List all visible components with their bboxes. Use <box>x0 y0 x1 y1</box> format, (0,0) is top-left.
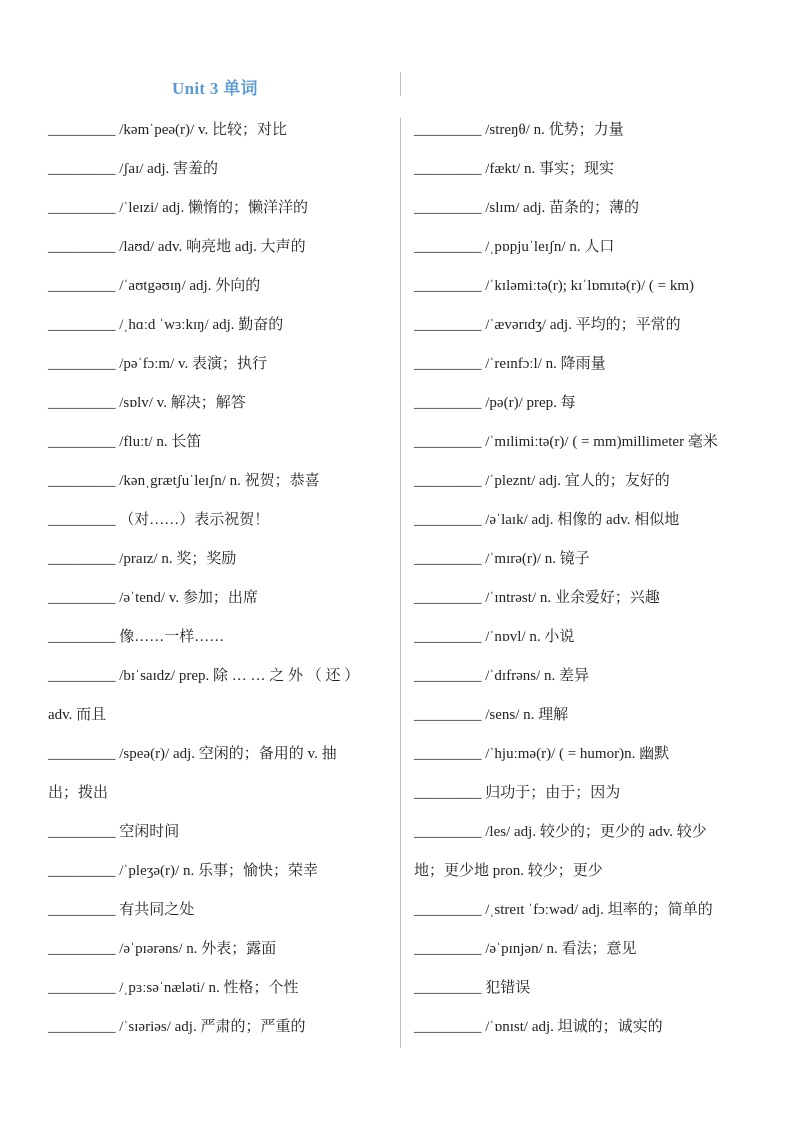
left-vocab-line: _________ /bɪˈsaɪdz/ prep. 除 … … 之 外 （ 还 ） <box>48 668 360 684</box>
left-vocab-line: _________ /əˈtend/ v. 参加；出席 <box>48 590 258 606</box>
column-divider <box>400 118 401 1048</box>
right-vocab-line: _________ /ˈkɪləmiːtə(r); kɪˈlɒmɪtə(r)/ ( = km) <box>414 278 694 294</box>
right-vocab-line: _________ 归功于；由于；因为 <box>414 785 621 801</box>
left-vocab-line: _________ /ˌpɜːsəˈnæləti/ n. 性格；个性 <box>48 980 299 996</box>
left-vocab-line: _________ /ʃaɪ/ adj. 害羞的 <box>48 161 218 177</box>
right-vocab-line: _________ /ˈpleznt/ adj. 宜人的；友好的 <box>414 473 670 489</box>
right-vocab-line: _________ /ˌpɒpjuˈleɪʃn/ n. 人口 <box>414 239 615 255</box>
left-vocab-line: _________ /laʊd/ adv. 响亮地 adj. 大声的 <box>48 239 306 255</box>
left-vocab-line: _________ /kəmˈpeə(r)/ v. 比较；对比 <box>48 122 287 138</box>
left-vocab-line: adv. 而且 <box>48 707 107 723</box>
right-vocab-line: _________ /pə(r)/ prep. 每 <box>414 395 576 411</box>
left-vocab-line: _________ /fluːt/ n. 长笛 <box>48 434 202 450</box>
right-vocab-line: _________ /ˈɪntrəst/ n. 业余爱好；兴趣 <box>414 590 660 606</box>
right-vocab-line: 地；更少地 pron. 较少；更少 <box>414 863 603 879</box>
right-vocab-line: _________ /ˈmɪrə(r)/ n. 镜子 <box>414 551 590 567</box>
left-vocab-line: _________ /kənˌgrætʃuˈleɪʃn/ n. 祝贺；恭喜 <box>48 473 320 489</box>
left-vocab-line: _________ /əˈpɪərəns/ n. 外表；露面 <box>48 941 277 957</box>
right-vocab-line: _________ /ˈmɪlimiːtə(r)/ ( = mm)millimeter 毫米 <box>414 434 718 450</box>
left-vocab-line: _________ 有共同之处 <box>48 902 195 918</box>
right-column <box>414 116 760 1052</box>
page-title: Unit 3 单词 <box>172 79 258 98</box>
right-vocab-line: _________ /ˈreɪnfɔːl/ n. 降雨量 <box>414 356 606 372</box>
right-vocab-line: _________ /ˈdɪfrəns/ n. 差异 <box>414 668 589 684</box>
left-vocab-line: _________ /ˈaʊtgəʊɪŋ/ adj. 外向的 <box>48 278 261 294</box>
left-vocab-line: _________ /sɒlv/ v. 解决；解答 <box>48 395 246 411</box>
column-divider-top <box>400 72 401 96</box>
left-column <box>48 116 388 1052</box>
left-vocab-line: _________ （对……）表示祝贺！ <box>48 512 270 528</box>
right-vocab-line: _________ /sens/ n. 理解 <box>414 707 569 723</box>
left-vocab-line: _________ /pəˈfɔːm/ v. 表演；执行 <box>48 356 268 372</box>
left-vocab-line: _________ /ˈpleʒə(r)/ n. 乐事；愉快；荣幸 <box>48 863 318 879</box>
right-vocab-line: _________ /fækt/ n. 事实；现实 <box>414 161 615 177</box>
left-vocab-line: _________ /ˈsɪəriəs/ adj. 严肃的；严重的 <box>48 1019 306 1035</box>
left-vocab-line: _________ /ˌhɑːd ˈwɜːkɪŋ/ adj. 勤奋的 <box>48 317 284 333</box>
right-vocab-line: _________ /ˈhjuːmə(r)/ ( = humor)n. 幽默 <box>414 746 670 762</box>
right-vocab-line: _________ /ˈnɒvl/ n. 小说 <box>414 629 575 645</box>
right-vocab-line: _________ /les/ adj. 较少的；更少的 adv. 较少 <box>414 824 707 840</box>
right-vocab-line: _________ /əˈlaɪk/ adj. 相像的 adv. 相似地 <box>414 512 680 528</box>
right-vocab-line: _________ /ˈɒnɪst/ adj. 坦诚的；诚实的 <box>414 1019 663 1035</box>
right-vocab-line: _________ /streŋθ/ n. 优势；力量 <box>414 122 624 138</box>
left-vocab-line: _________ /praɪz/ n. 奖；奖励 <box>48 551 237 567</box>
left-vocab-line: _________ 像……一样…… <box>48 629 225 645</box>
right-vocab-line: _________ 犯错误 <box>414 980 531 996</box>
left-vocab-line: 出；拨出 <box>48 785 109 801</box>
right-vocab-line: _________ /ˈævərɪdʒ/ adj. 平均的；平常的 <box>414 317 681 333</box>
left-vocab-line: _________ 空闲时间 <box>48 824 180 840</box>
right-vocab-line: _________ /ˌstreɪt ˈfɔːwəd/ adj. 坦率的；简单的 <box>414 902 713 918</box>
left-vocab-line: _________ /ˈleɪzi/ adj. 懒惰的；懒洋洋的 <box>48 200 308 216</box>
right-vocab-line: _________ /slɪm/ adj. 苗条的；薄的 <box>414 200 640 216</box>
left-vocab-line: _________ /speə(r)/ adj. 空闲的；备用的 v. 抽 <box>48 746 337 762</box>
right-vocab-line: _________ /əˈpɪnjən/ n. 看法；意见 <box>414 941 637 957</box>
